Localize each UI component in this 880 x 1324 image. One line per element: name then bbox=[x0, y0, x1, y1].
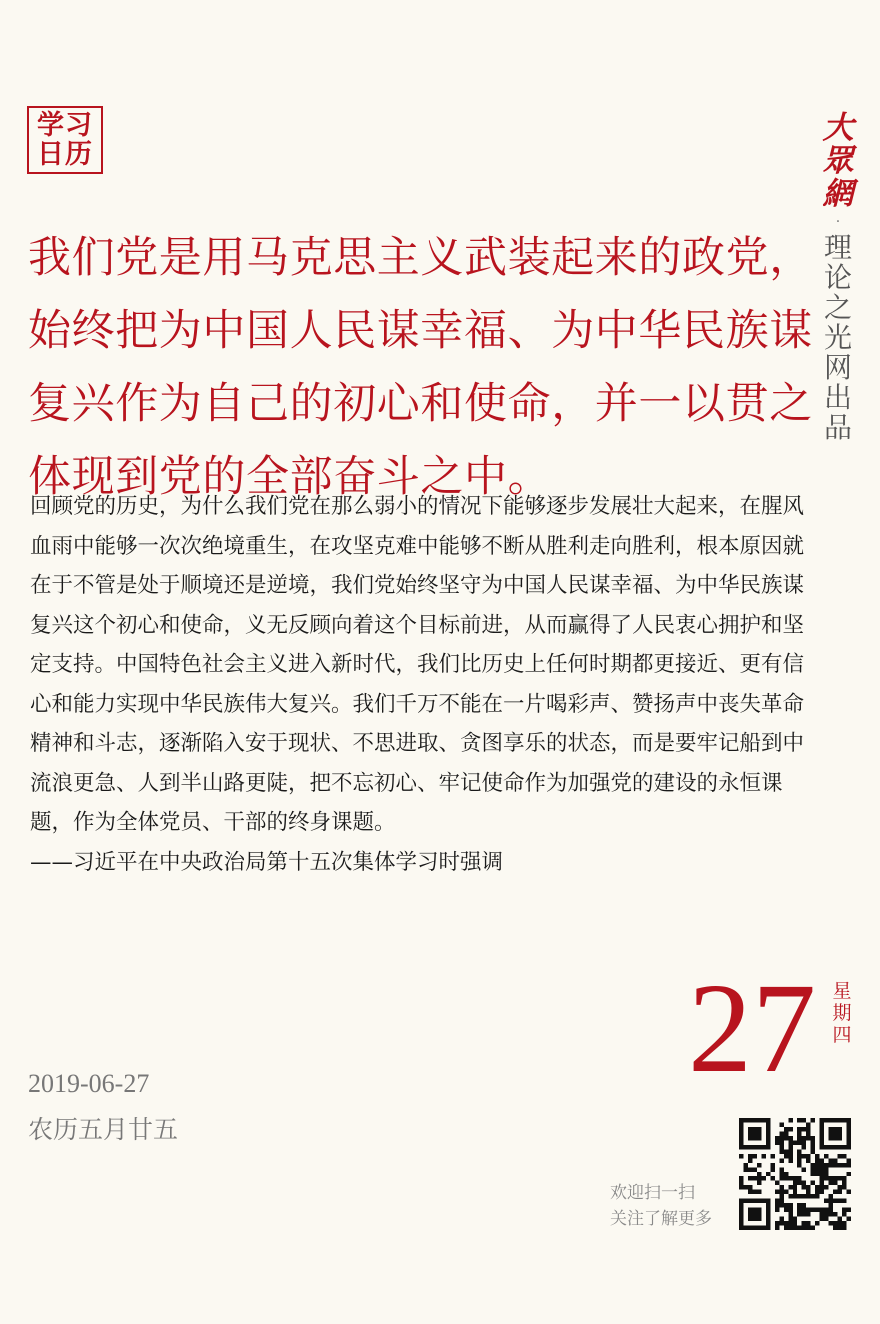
gregorian-date: 2019-06-27 bbox=[28, 1069, 150, 1098]
brand-subtitle: 理 论 之 光 网 出 品 bbox=[823, 231, 852, 444]
body-paragraph: 回顾党的历史，为什么我们党在那么弱小的情况下能够逐步发展壮大起来，在腥风血雨中能够一次次绝境重生，在攻坚克难中能够不断从胜利走向胜利，根本原因就在于不管是处于顺境还是逆境，我们党始终坚守为中国人民谋幸福、为中华民族谋复兴这个初心和使命，义无反顾向着这个目标前进，从而赢得了人民衷心拥护和坚定支持。中国特色社会主义进入新时代，我们比历史上任何时期都更接近、更有信心和能力实现中华民族伟大复兴。我们千万不能在一片喝彩声、赞扬声中丧失革命精神和斗志，逐渐陷入安于现状、不思进取、贪图享乐的状态，而是要牢记船到中流浪更急、人到半山路更陡，把不忘初心、牢记使命作为加强党的建设的永恒课题，作为全体党员、干部的终身课题。 bbox=[30, 494, 805, 835]
attribution: ——习近平在中央政治局第十五次集体学习时强调 bbox=[30, 849, 504, 875]
qr-code-icon[interactable] bbox=[739, 1118, 851, 1230]
badge-line-2: 日历 bbox=[37, 139, 93, 170]
brand-logo: 大 眾 網 bbox=[822, 110, 854, 212]
qr-caption-line-1: 欢迎扫一扫 bbox=[610, 1183, 695, 1203]
qr-caption bbox=[610, 1180, 730, 1232]
weekday-label: 星 期 四 bbox=[832, 980, 852, 1046]
headline-quote: 我们党是用马克思主义武装起来的政党，始终把为中国人民谋幸福、为中华民族谋复兴作为自己的初心和使命，并一以贯之体现到党的全部奋斗之中。 bbox=[28, 233, 813, 502]
lunar-date: 农历五月廿五 bbox=[28, 1115, 179, 1144]
badge-line-1: 学习 bbox=[37, 110, 93, 141]
brand-separator: · bbox=[835, 214, 841, 230]
body-text bbox=[30, 487, 820, 882]
study-calendar-badge bbox=[27, 106, 103, 174]
qr-caption-line-2: 关注了解更多 bbox=[610, 1209, 712, 1229]
day-number: 27 bbox=[688, 957, 816, 1099]
